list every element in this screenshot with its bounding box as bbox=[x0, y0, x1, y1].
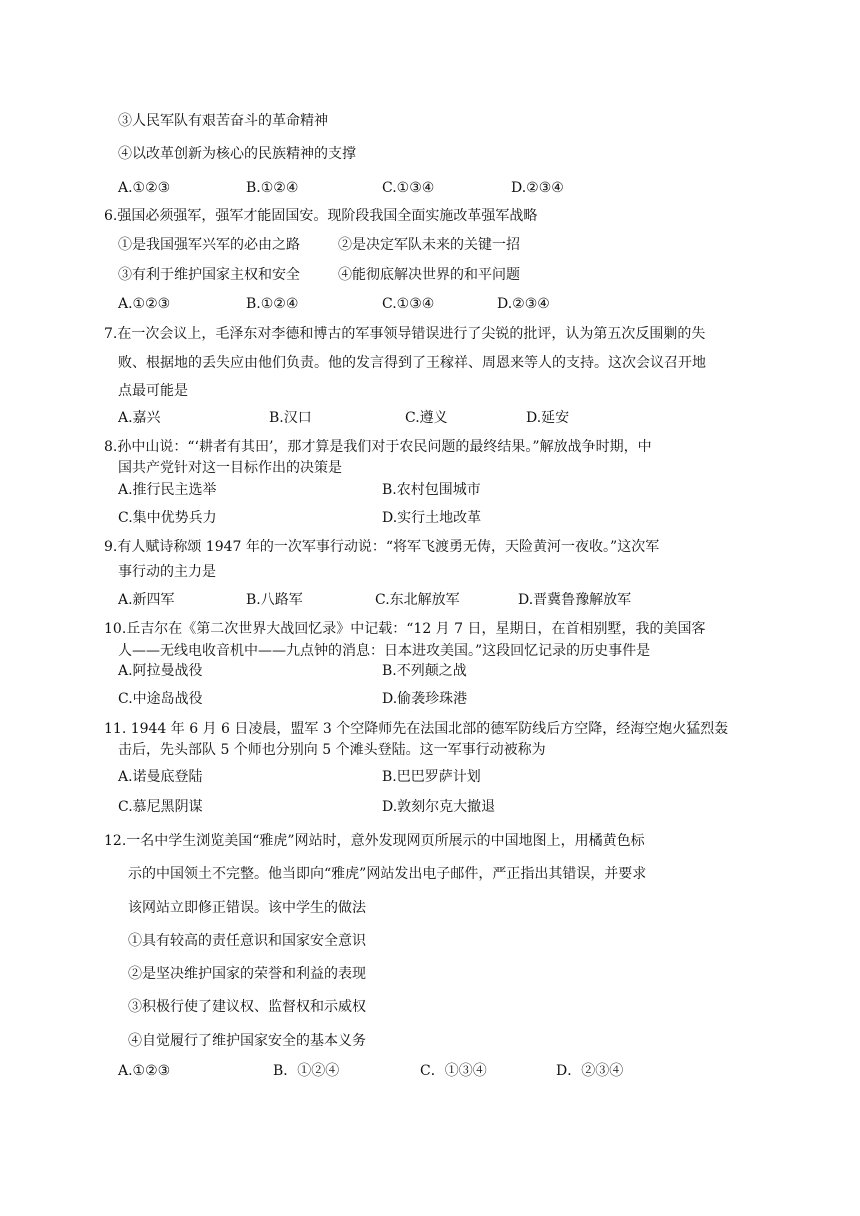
q5-option-d: D.②③④ bbox=[511, 180, 564, 196]
q6-statement-1: ①是我国强军兴军的必由之路 bbox=[118, 237, 300, 253]
q11-option-a: A.诺曼底登陆 bbox=[118, 769, 203, 785]
q10-option-c: C.中途岛战役 bbox=[118, 691, 203, 707]
q8-line-2: 国共产党针对这一目标作出的决策是 bbox=[118, 460, 342, 476]
q11-line-1: 11. 1944 年 6 月 6 日凌晨，盟军 3 个空降师先在法国北部的德军防线后方空降，经海空炮火猛烈轰 bbox=[104, 721, 729, 737]
q6-statement-3: ③有利于维护国家主权和安全 bbox=[118, 267, 300, 283]
q5-option-b: B.①②④ bbox=[246, 180, 299, 196]
q9-option-a: A.新四军 bbox=[118, 592, 175, 608]
q12-option-c: C．①③④ bbox=[420, 1063, 487, 1079]
q9-option-c: C.东北解放军 bbox=[375, 592, 460, 608]
q11-option-d: D.敦刻尔克大撤退 bbox=[382, 799, 496, 815]
q6-stem: 6.强国必须强军，强军才能固国安。现阶段我国全面实施改革强军战略 bbox=[104, 208, 538, 224]
q8-option-d: D.实行土地改革 bbox=[382, 510, 482, 526]
q11-line-2: 击后，先头部队 5 个师也分别向 5 个滩头登陆。这一军事行动被称为 bbox=[118, 742, 546, 758]
q9-line-1: 9.有人赋诗称颂 1947 年的一次军事行动说：“将军飞渡勇无俦，天险黄河一夜收。”这次军 bbox=[104, 539, 660, 555]
q12-line-1: 12.一名中学生浏览美国“雅虎”网站时，意外发现网页所展示的中国地图上，用橘黄色标 bbox=[104, 833, 645, 849]
q6-statement-2: ②是决定军队未来的关键一招 bbox=[338, 237, 520, 253]
q12-statement-3: ③积极行使了建议权、监督权和示威权 bbox=[128, 999, 366, 1015]
q12-statement-2: ②是坚决维护国家的荣誉和利益的表现 bbox=[128, 966, 366, 982]
q9-option-d: D.晋冀鲁豫解放军 bbox=[518, 592, 632, 608]
q6-option-a: A.①②③ bbox=[118, 296, 171, 312]
q7-option-c: C.遵义 bbox=[405, 410, 448, 426]
q7-line-3: 点最可能是 bbox=[118, 383, 188, 399]
q7-option-a: A.嘉兴 bbox=[118, 410, 161, 426]
q10-option-a: A.阿拉曼战役 bbox=[118, 663, 203, 679]
q6-option-c: C.①③④ bbox=[382, 296, 435, 312]
q10-line-2: 人——无线电收音机中——九点钟的消息：日本进攻美国。”这段回忆记录的历史事件是 bbox=[118, 643, 651, 659]
q6-statement-4: ④能彻底解决世界的和平问题 bbox=[338, 267, 520, 283]
q8-line-1: 8.孙中山说：“‘耕者有其田’，那才算是我们对于农民问题的最终结果。”解放战争时期，中 bbox=[104, 439, 652, 455]
q8-option-a: A.推行民主选举 bbox=[118, 482, 217, 498]
q12-line-2: 示的中国领土不完整。他当即向“雅虎”网站发出电子邮件，严正指出其错误，并要求 bbox=[128, 866, 647, 882]
q12-statement-1: ①具有较高的责任意识和国家安全意识 bbox=[128, 933, 366, 949]
q12-option-d: D．②③④ bbox=[556, 1063, 624, 1079]
q11-option-b: B.巴巴罗萨计划 bbox=[382, 769, 481, 785]
q5-option-c: C.①③④ bbox=[382, 180, 435, 196]
q8-option-b: B.农村包围城市 bbox=[382, 482, 481, 498]
q7-line-2: 败、根据地的丢失应由他们负责。他的发言得到了王稼祥、周恩来等人的支持。这次会议召开地 bbox=[118, 355, 706, 371]
q6-option-b: B.①②④ bbox=[246, 296, 299, 312]
q8-option-c: C.集中优势兵力 bbox=[118, 510, 217, 526]
q9-option-b: B.八路军 bbox=[246, 592, 303, 608]
q12-statement-4: ④自觉履行了维护国家安全的基本义务 bbox=[128, 1033, 366, 1049]
q7-option-d: D.延安 bbox=[526, 410, 570, 426]
q10-option-d: D.偷袭珍珠港 bbox=[382, 691, 468, 707]
q10-option-b: B.不列颠之战 bbox=[382, 663, 467, 679]
q12-option-a: A.①②③ bbox=[118, 1063, 171, 1079]
q10-line-1: 10.丘吉尔在《第二次世界大战回忆录》中记载：“12 月 7 日，星期日，在首相别墅，我的美国客 bbox=[104, 621, 706, 637]
q6-option-d: D.②③④ bbox=[497, 296, 550, 312]
q5-statement-4: ④以改革创新为核心的民族精神的支撑 bbox=[118, 146, 356, 162]
q5-statement-3: ③人民军队有艰苦奋斗的革命精神 bbox=[118, 113, 328, 129]
q7-line-1: 7.在一次会议上，毛泽东对李德和博古的军事领导错误进行了尖锐的批评，认为第五次反围剿的失 bbox=[104, 326, 706, 342]
q7-option-b: B.汉口 bbox=[269, 410, 312, 426]
q12-option-b: B．①②④ bbox=[273, 1063, 340, 1079]
q12-line-3: 该网站立即修正错误。该中学生的做法 bbox=[128, 900, 366, 916]
q11-option-c: C.慕尼黑阴谋 bbox=[118, 799, 203, 815]
q5-option-a: A.①②③ bbox=[118, 180, 171, 196]
q9-line-2: 事行动的主力是 bbox=[118, 564, 216, 580]
